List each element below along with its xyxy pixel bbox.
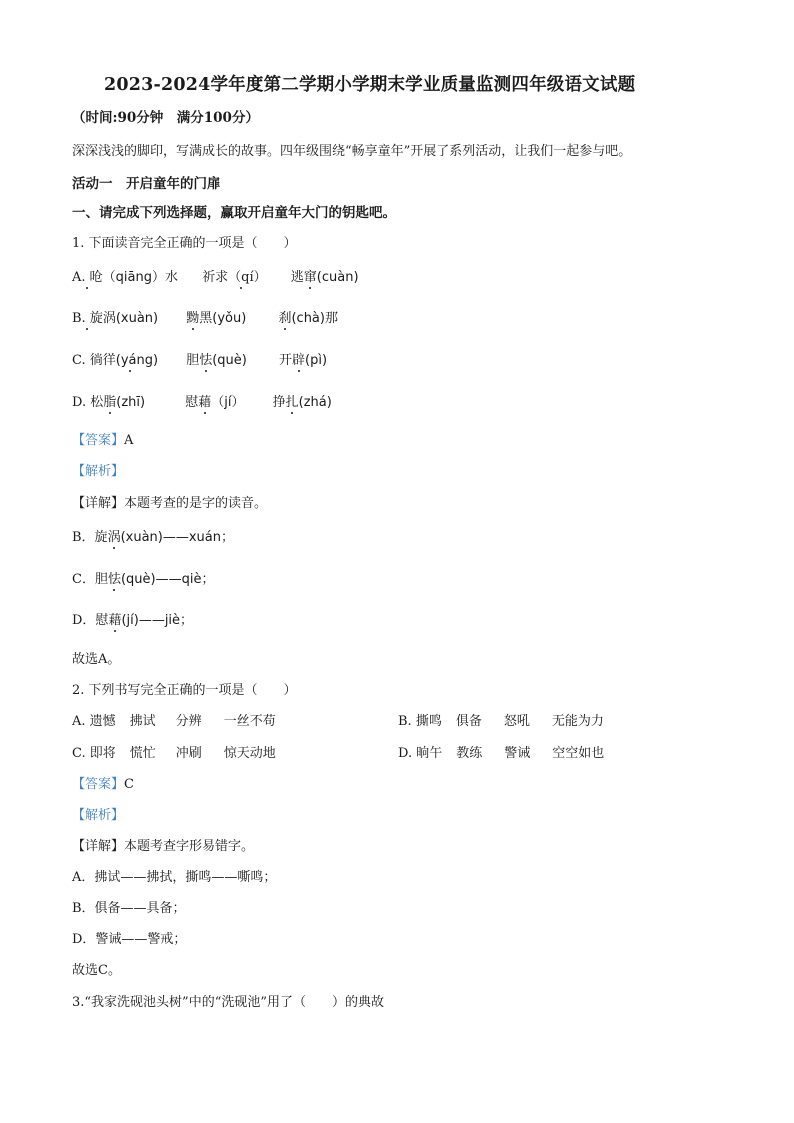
q1-option-c: C. 徜徉(yáng) 胆怯(què) 开辟(pì) — [72, 353, 328, 368]
activity-heading: 活动一 开启童年的门扉 — [72, 176, 221, 192]
q2-stem: 2. 下列书写完全正确的一项是（ ） — [72, 683, 297, 698]
q1-option-d: D. 松脂(zhī) 慰藉（jí） 挣扎(zhá) — [72, 395, 332, 410]
q2-fix-d: D．警诫——警戒； — [72, 932, 187, 947]
q2-detail: 【详解】本题考查字形易错字。 — [72, 839, 255, 854]
q1-fix-d: D．慰藉(jí)——jiè； — [72, 613, 194, 628]
q2-option-d: D. 晌午 教练 警诫 空空如也 — [398, 746, 605, 761]
q2-answer: 【答案】C — [72, 777, 134, 792]
answer-tag: 【答案】 — [72, 433, 125, 448]
q1-answer: 【答案】A — [72, 433, 134, 448]
q2-option-b: B. 撕鸣 俱备 怒吼 无能为力 — [398, 714, 604, 729]
q1-analysis-tag: 【解析】 — [72, 464, 125, 479]
q1-option-a: A. 呛（qiāng）水 祈求（qí） 逃窜(cuàn) — [72, 270, 359, 285]
page-title: 2023-2024学年度第二学期小学期末学业质量监测四年级语文试题 — [104, 75, 636, 95]
q2-fix-a: A．拂试——拂拭，撕鸣——嘶鸣； — [72, 870, 277, 885]
q2-conclusion: 故选C。 — [72, 963, 121, 978]
q1-option-b: B. 旋涡(xuàn) 黝黑(yǒu) 刹(chà)那 — [72, 311, 338, 326]
q1-detail: 【详解】本题考查的是字的读音。 — [72, 496, 268, 511]
q2-option-a: A. 遗憾 拂试 分辨 一丝不苟 — [72, 714, 276, 729]
section-heading: 一、请完成下列选择题，赢取开启童年大门的钥匙吧。 — [72, 205, 396, 221]
q1-fix-b: B．旋涡(xuàn)——xuán； — [72, 530, 234, 545]
q2-analysis-tag: 【解析】 — [72, 808, 125, 823]
q2-fix-b: B．俱备——具备； — [72, 901, 186, 916]
intro-text: 深深浅浅的脚印，写满成长的故事。四年级围绕“畅享童年”开展了系列活动，让我们一起参与吧。 — [72, 144, 632, 159]
q1-fix-c: C．胆怯(què)——qiè； — [72, 572, 215, 587]
q3-stem: 3.“我家洗砚池头树”中的“洗砚池”用了（ ）的典故 — [72, 995, 384, 1010]
q2-option-c: C. 即将 慌忙 冲刷 惊天动地 — [72, 746, 276, 761]
q1-conclusion: 故选A。 — [72, 652, 121, 667]
q1-stem: 1. 下面读音完全正确的一项是（ ） — [72, 236, 297, 251]
time-info: （时间:90分钟 满分100分） — [72, 110, 259, 126]
answer-tag: 【答案】 — [72, 777, 125, 792]
